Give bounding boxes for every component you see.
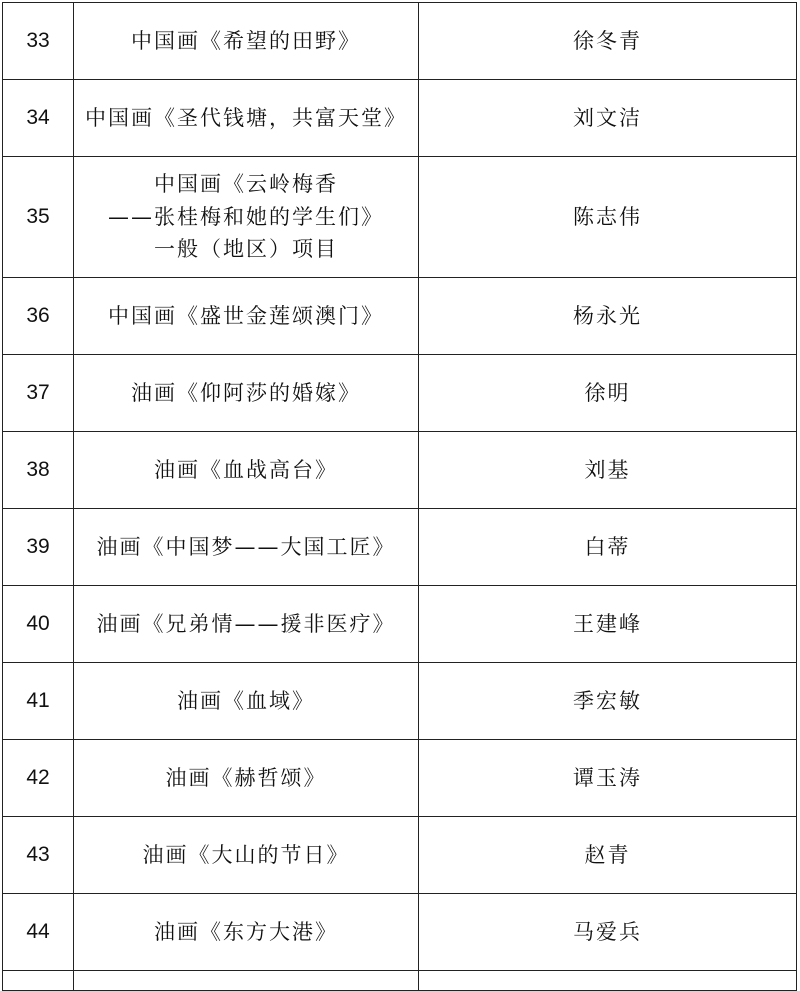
table-row-partial: [3, 971, 797, 991]
title-line: 油画《血战高台》: [154, 457, 338, 482]
title-line: 油画《仰阿莎的婚嫁》: [131, 380, 361, 405]
title-line: 油画《东方大港》: [154, 919, 338, 944]
title-line: 油画《大山的节日》: [142, 842, 350, 867]
table-row: [3, 663, 797, 740]
artwork-title: [74, 509, 419, 586]
table-row: [3, 586, 797, 663]
row-number: 35: [3, 157, 74, 278]
title-line: 油画《赫哲颂》: [165, 765, 327, 790]
author-name: 杨永光: [419, 278, 797, 355]
artwork-title: [74, 817, 419, 894]
title-line: 中国画《盛世金莲颂澳门》: [108, 303, 384, 328]
artwork-title: [74, 740, 419, 817]
title-line: 中国画《圣代钱塘，共富天堂》: [85, 105, 407, 130]
table-row: [3, 3, 797, 80]
row-number: 38: [3, 432, 74, 509]
table-row: [3, 80, 797, 157]
table-row: [3, 894, 797, 971]
artwork-title: [74, 355, 419, 432]
title-line: 中国画《希望的田野》: [131, 28, 361, 53]
empty-cell: [3, 971, 74, 991]
title-line: ——张桂梅和她的学生们》: [108, 204, 384, 229]
row-number: 36: [3, 278, 74, 355]
row-number: 42: [3, 740, 74, 817]
artwork-title: [74, 80, 419, 157]
row-number: 43: [3, 817, 74, 894]
table-row: [3, 278, 797, 355]
table-body: [3, 3, 797, 991]
table-row: [3, 509, 797, 586]
artwork-title: [74, 663, 419, 740]
projects-table: [2, 2, 797, 991]
table-row: [3, 432, 797, 509]
row-number: 37: [3, 355, 74, 432]
table-row: [3, 355, 797, 432]
artwork-title: [74, 586, 419, 663]
author-name: 白蒂: [419, 509, 797, 586]
artwork-title: [74, 278, 419, 355]
title-line: 油画《中国梦——大国工匠》: [96, 534, 396, 559]
empty-cell: [74, 971, 419, 991]
author-name: 徐明: [419, 355, 797, 432]
author-name: 刘文洁: [419, 80, 797, 157]
row-number: 34: [3, 80, 74, 157]
author-name: 赵青: [419, 817, 797, 894]
row-number: 41: [3, 663, 74, 740]
table-row: [3, 740, 797, 817]
author-name: 谭玉涛: [419, 740, 797, 817]
empty-cell: [419, 971, 797, 991]
author-name: 刘基: [419, 432, 797, 509]
author-name: 季宏敏: [419, 663, 797, 740]
artwork-title: [74, 432, 419, 509]
artwork-title: [74, 157, 419, 278]
table-row: [3, 157, 797, 278]
author-name: 王建峰: [419, 586, 797, 663]
author-name: 陈志伟: [419, 157, 797, 278]
table-row: [3, 817, 797, 894]
row-number: 40: [3, 586, 74, 663]
row-number: 44: [3, 894, 74, 971]
title-line: 一般（地区）项目: [154, 237, 338, 262]
artwork-title: [74, 894, 419, 971]
title-line: 中国画《云岭梅香: [154, 172, 338, 197]
author-name: 马爱兵: [419, 894, 797, 971]
author-name: 徐冬青: [419, 3, 797, 80]
title-line: 油画《血域》: [177, 688, 315, 713]
title-line: 油画《兄弟情——援非医疗》: [96, 611, 396, 636]
row-number: 39: [3, 509, 74, 586]
row-number: 33: [3, 3, 74, 80]
artwork-title: [74, 3, 419, 80]
